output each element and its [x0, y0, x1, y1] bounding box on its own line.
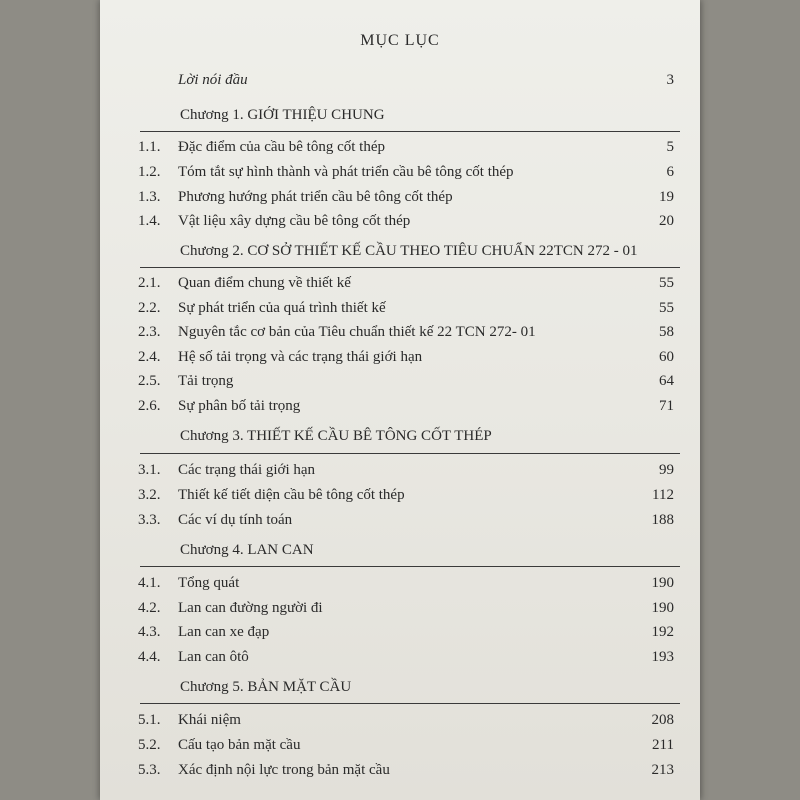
chapter-2-rule: [140, 267, 680, 268]
entry-page: 211: [652, 737, 674, 753]
toc-entry: [138, 762, 674, 782]
book-page: [100, 0, 700, 800]
entry-number: 3.1.: [138, 462, 161, 478]
toc-entry: [138, 649, 674, 669]
entry-text: Cấu tạo bản mặt cầu: [178, 737, 301, 753]
entry-page: 213: [651, 762, 674, 778]
entry-page: 55: [659, 275, 674, 291]
entry-text: Lan can đường người đi: [178, 600, 323, 616]
page-title: MỤC LỤC: [360, 32, 440, 49]
entry-page: 188: [651, 512, 674, 528]
entry-page: 6: [666, 164, 674, 180]
toc-entry: [138, 275, 674, 295]
entry-text: Nguyên tắc cơ bản của Tiêu chuẩn thiết kế 22 TCN 272- 01: [178, 324, 536, 340]
toc-entry: [138, 189, 674, 209]
chapter-1-rule: [140, 131, 680, 132]
entry-page: 99: [659, 462, 674, 478]
toc-entry: [138, 462, 674, 482]
entry-text: Lan can xe đạp: [178, 624, 270, 640]
toc-entry: [138, 600, 674, 620]
entry-page: 20: [659, 213, 674, 229]
entry-number: 5.3.: [138, 762, 161, 778]
entry-text: Vật liệu xây dựng cầu bê tông cốt thép: [178, 213, 411, 229]
toc-entry: [138, 487, 674, 507]
entry-number: 1.3.: [138, 189, 161, 205]
entry-number: 5.2.: [138, 737, 161, 753]
entry-number: 4.3.: [138, 624, 161, 640]
chapter-3-title: Chương 3. THIẾT KẾ CẦU BÊ TÔNG CỐT THÉP: [180, 428, 492, 444]
entry-text: Sự phát triển của quá trình thiết kế: [178, 300, 386, 316]
toc-entry: [138, 737, 674, 757]
entry-page: 190: [651, 575, 674, 591]
intro-row: [178, 72, 674, 89]
entry-page: 55: [659, 300, 674, 316]
entry-page: 64: [659, 373, 674, 389]
chapter-2-title: Chương 2. CƠ SỞ THIẾT KẾ CẦU THEO TIÊU CHUẨN 22TCN 272 - 01: [180, 243, 638, 259]
entry-text: Xác định nội lực trong bản mặt cầu: [178, 762, 390, 778]
entry-number: 2.2.: [138, 300, 161, 316]
toc-entry: [138, 139, 674, 159]
entry-page: 5: [666, 139, 674, 155]
entry-page: 190: [651, 600, 674, 616]
chapter-1-title: Chương 1. GIỚI THIỆU CHUNG: [180, 107, 385, 123]
entry-page: 71: [659, 398, 674, 414]
entry-number: 5.1.: [138, 712, 161, 728]
toc-entry: [138, 398, 674, 418]
entry-page: 19: [659, 189, 674, 205]
entry-text: Tóm tắt sự hình thành và phát triển cầu bê tông cốt thép: [178, 164, 514, 180]
entry-number: 1.1.: [138, 139, 161, 155]
entry-page: 193: [651, 649, 674, 665]
entry-number: 3.3.: [138, 512, 161, 528]
entry-page: 112: [652, 487, 674, 503]
toc-entry: [138, 373, 674, 393]
toc-entry: [138, 712, 674, 732]
entry-page: 60: [659, 349, 674, 365]
chapter-4-title: Chương 4. LAN CAN: [180, 542, 314, 558]
entry-number: 2.3.: [138, 324, 161, 340]
entry-number: 1.2.: [138, 164, 161, 180]
entry-number: 2.6.: [138, 398, 161, 414]
entry-page: 192: [651, 624, 674, 640]
chapter-4-rule: [140, 566, 680, 567]
intro-page: 3: [666, 72, 674, 88]
toc-entry: [138, 324, 674, 344]
chapter-5-title: Chương 5. BẢN MẶT CẦU: [180, 679, 352, 695]
entry-text: Sự phân bố tải trọng: [178, 398, 301, 414]
entry-text: Hệ số tải trọng và các trạng thái giới hạn: [178, 349, 423, 365]
entry-text: Phương hướng phát triển cầu bê tông cốt thép: [178, 189, 453, 205]
entry-text: Thiết kế tiết diện cầu bê tông cốt thép: [178, 487, 405, 503]
entry-number: 4.1.: [138, 575, 161, 591]
toc-entry: [138, 300, 674, 320]
entry-text: Khái niệm: [178, 712, 241, 728]
toc-entry: [138, 164, 674, 184]
entry-page: 58: [659, 324, 674, 340]
entry-text: Các trạng thái giới hạn: [178, 462, 316, 478]
toc-entry: [138, 213, 674, 233]
entry-text: Tổng quát: [178, 575, 240, 591]
entry-text: Tải trọng: [178, 373, 234, 389]
entry-text: Đặc điểm của cầu bê tông cốt thép: [178, 139, 385, 155]
entry-page: 208: [651, 712, 674, 728]
entry-number: 3.2.: [138, 487, 161, 503]
toc-entry: [138, 624, 674, 644]
intro-label: Lời nói đầu: [178, 72, 248, 88]
entry-number: 2.1.: [138, 275, 161, 291]
entry-text: Các ví dụ tính toán: [178, 512, 293, 528]
entry-text: Lan can ôtô: [178, 649, 249, 665]
chapter-3-rule: [140, 453, 680, 454]
toc-entry: [138, 349, 674, 369]
entry-number: 2.5.: [138, 373, 161, 389]
entry-number: 1.4.: [138, 213, 161, 229]
entry-number: 4.4.: [138, 649, 161, 665]
entry-number: 2.4.: [138, 349, 161, 365]
toc-entry: [138, 575, 674, 595]
entry-number: 4.2.: [138, 600, 161, 616]
toc-entry: [138, 512, 674, 532]
chapter-5-rule: [140, 703, 680, 704]
entry-text: Quan điểm chung về thiết kế: [178, 275, 351, 291]
